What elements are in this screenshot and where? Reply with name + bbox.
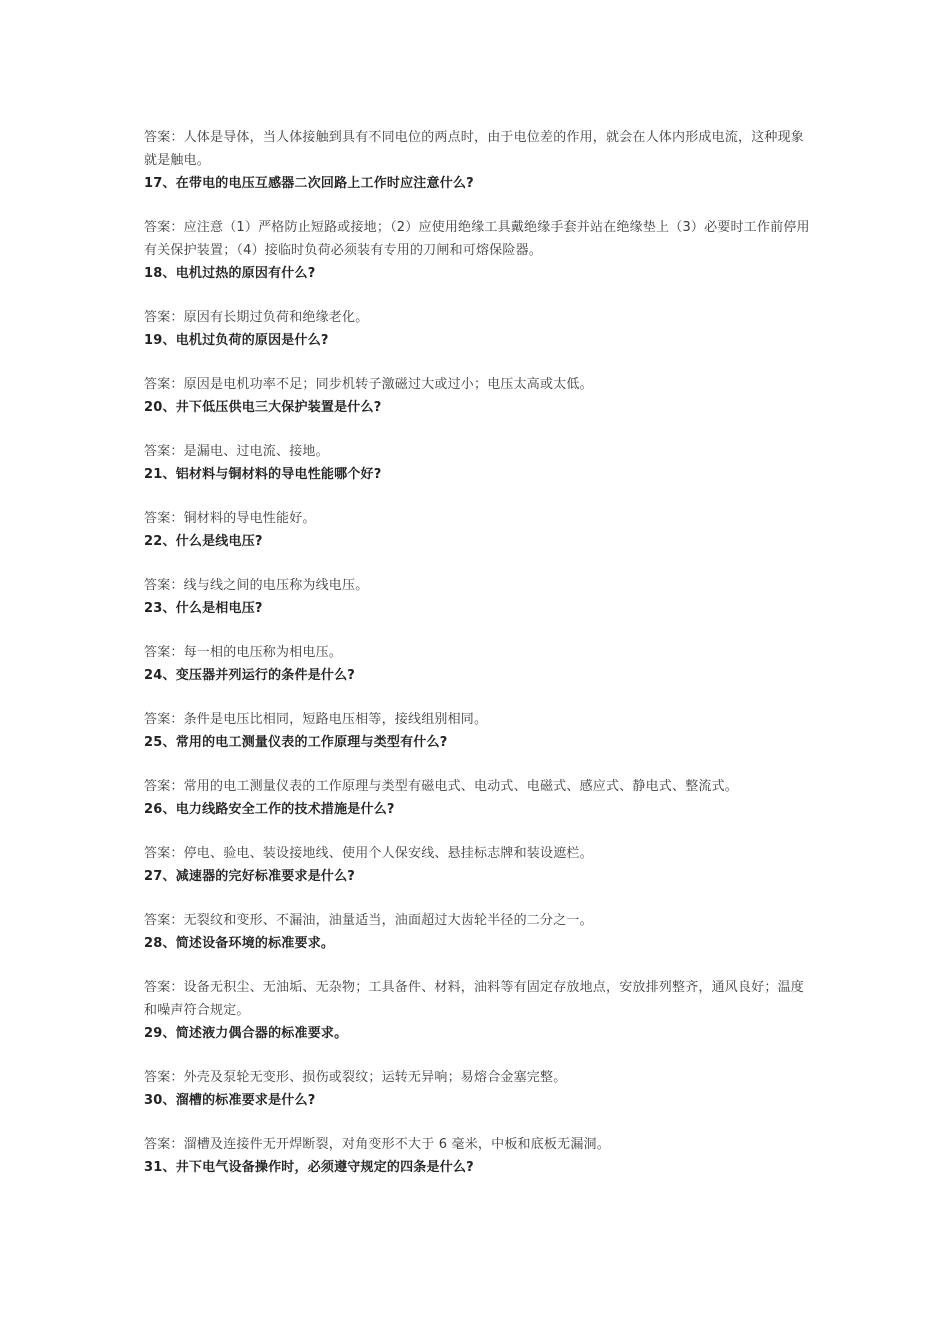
answer-text: 答案：常用的电工测量仪表的工作原理与类型有磁电式、电动式、电磁式、感应式、静电式、整流式。 [144,779,739,794]
answer-text: 答案：原因有长期过负荷和绝缘老化。 [144,310,369,325]
question-heading: 30、溜槽的标准要求是什么? [144,1093,316,1108]
question-heading: 24、变压器并列运行的条件是什么? [144,668,356,683]
question-heading: 21、铝材料与铜材料的导电性能哪个好? [144,467,382,482]
question-heading: 31、井下电气设备操作时，必须遵守规定的四条是什么? [144,1160,474,1175]
answer-text: 答案：线与线之间的电压称为线电压。 [144,578,369,593]
question-heading: 23、什么是相电压? [144,601,263,616]
answer-text: 答案：铜材料的导电性能好。 [144,511,316,526]
answer-text: 答案：无裂纹和变形、不漏油，油量适当，油面超过大齿轮半径的二分之一。 [144,913,593,928]
question-heading: 26、电力线路安全工作的技术措施是什么? [144,802,395,817]
document-page [144,126,814,1179]
answer-text: 答案：停电、验电、装设接地线、使用个人保安线、悬挂标志牌和装设遮栏。 [144,846,593,861]
question-heading: 20、井下低压供电三大保护装置是什么? [144,400,382,415]
answer-text: 答案：设备无积尘、无油垢、无杂物；工具备件、材料，油料等有固定存放地点，安放排列整齐，通风良好；温度和噪声符合规定。 [144,980,805,1018]
answer-text: 答案：应注意（1）严格防止短路或接地；（2）应使用绝缘工具戴绝缘手套并站在绝缘垫上（3）必要时工作前停用有关保护装置；（4）接临时负荷必须装有专用的刀闸和可熔保险器。 [144,220,810,258]
answer-text: 答案：外壳及泵轮无变形、损伤或裂纹；运转无异响；易熔合金塞完整。 [144,1070,567,1085]
question-heading: 27、减速器的完好标准要求是什么? [144,869,356,884]
answer-text: 答案：原因是电机功率不足；同步机转子激磁过大或过小；电压太高或太低。 [144,377,593,392]
question-heading: 19、电机过负荷的原因是什么? [144,333,329,348]
question-heading: 29、简述液力偶合器的标准要求。 [144,1026,348,1041]
answer-text: 答案：是漏电、过电流、接地。 [144,444,329,459]
answer-text: 答案：每一相的电压称为相电压。 [144,645,343,660]
answer-text: 答案：溜槽及连接件无开焊断裂，对角变形不大于 6 毫米，中板和底板无漏洞。 [144,1137,610,1152]
answer-text: 答案：人体是导体，当人体接触到具有不同电位的两点时，由于电位差的作用，就会在人体内形成电流，这种现象就是触电。 [144,130,805,168]
question-heading: 17、在带电的电压互感器二次回路上工作时应注意什么? [144,176,474,191]
question-heading: 28、简述设备环境的标准要求。 [144,936,335,951]
question-heading: 22、什么是线电压? [144,534,263,549]
answer-text: 答案：条件是电压比相同，短路电压相等，接线组别相同。 [144,712,488,727]
question-heading: 25、常用的电工测量仪表的工作原理与类型有什么? [144,735,448,750]
question-heading: 18、电机过热的原因有什么? [144,266,316,281]
